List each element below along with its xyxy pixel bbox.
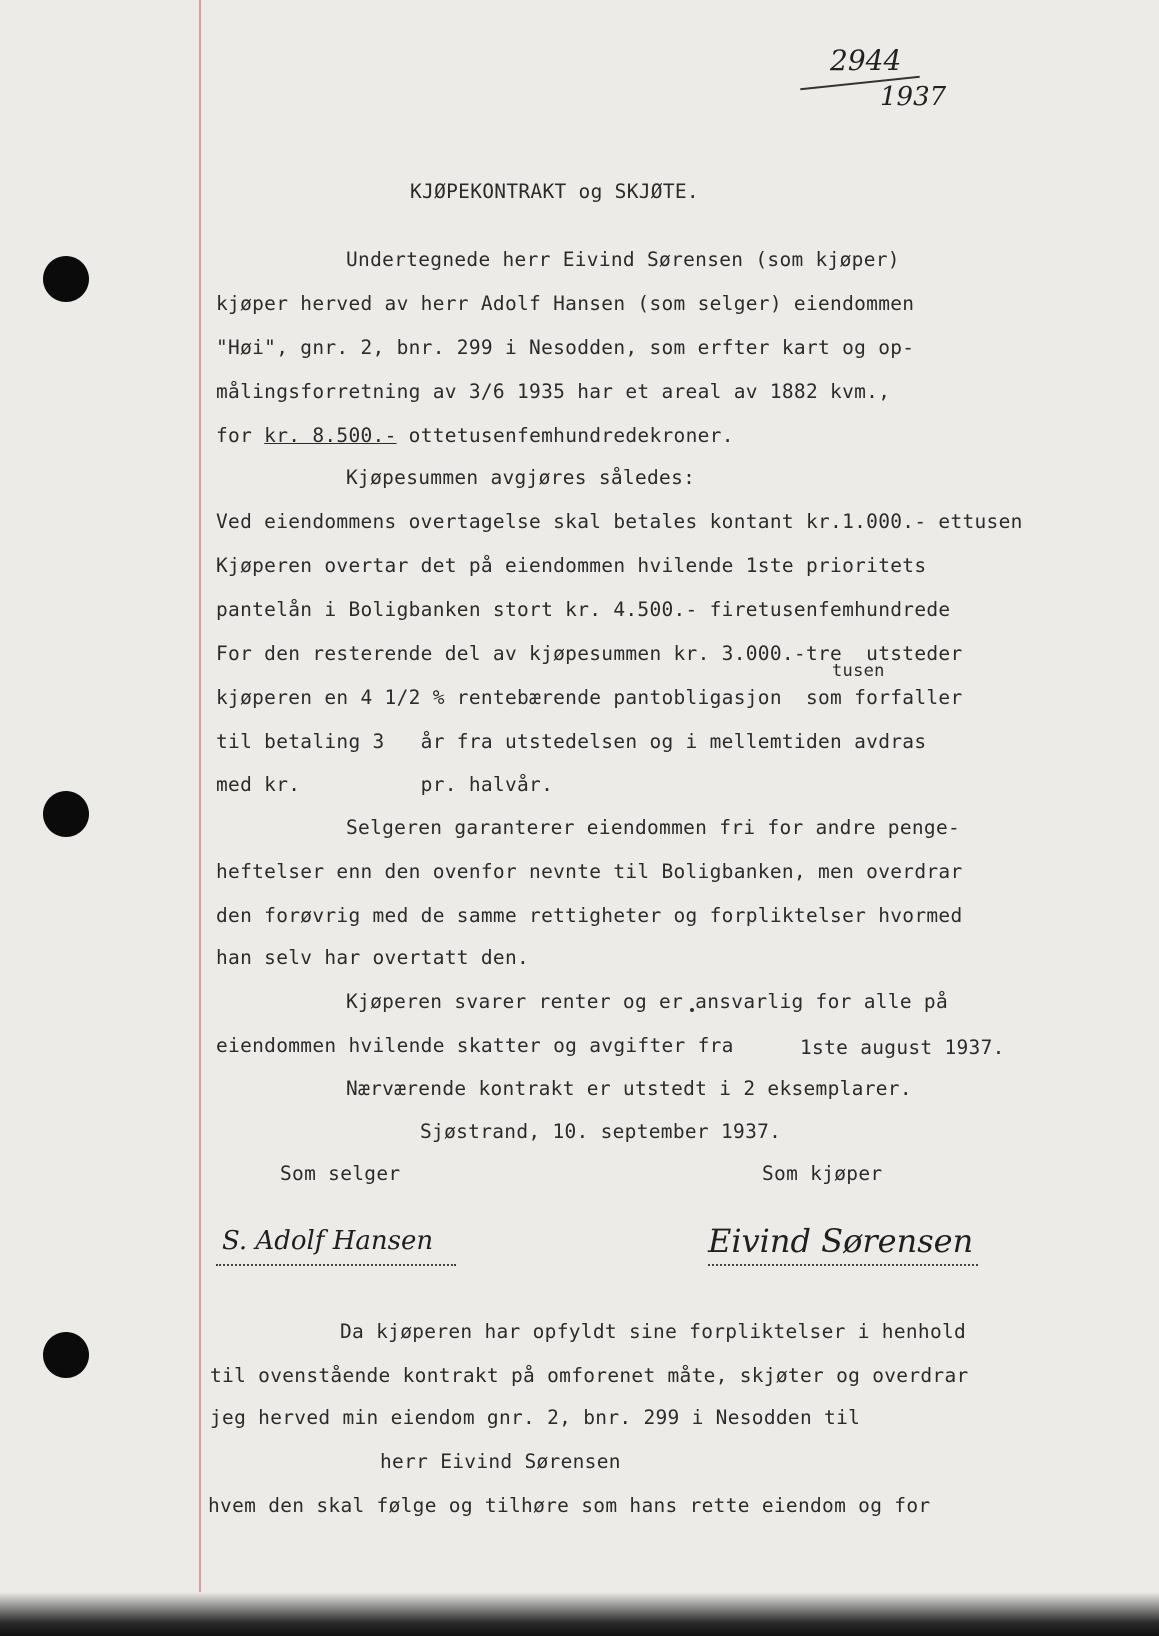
buyer-signature: Eivind Sørensen [708,1222,974,1260]
archive-number: 2944 [830,44,902,77]
punch-hole [43,1332,89,1378]
text-line: eiendommen hvilende skatter og avgifter fra [216,1034,734,1057]
text-line: til betaling 3 år fra utstedelsen og i mellemtiden avdras [216,730,927,753]
text-line: herr Eivind Sørensen [380,1450,621,1473]
text-line: Ved eiendommens overtagelse skal betales kontant kr.1.000.- ettusen [216,510,1023,533]
tusen-insert: tusen [832,661,885,681]
text-line: kjøper herved av herr Adolf Hansen (som selger) eiendommen [216,292,915,315]
buyer-signature-line [708,1264,978,1266]
text-line: Selgeren garanterer eiendommen fri for andre penge- [346,816,961,839]
text-line: Undertegnede herr Eivind Sørensen (som kjøper) [346,248,900,271]
price-line [216,426,734,446]
text-line: hvem den skal følge og tilhøre som hans rette eiendom og for [208,1494,931,1517]
buyer-label: Som kjøper [762,1162,883,1185]
text-line: "Høi", gnr. 2, bnr. 299 i Nesodden, som erfter kart og op- [216,336,915,359]
text-line: Kjøpesummen avgjøres således: [346,466,696,489]
punch-hole [43,791,89,837]
text-line: Kjøperen svarer renter og er ansvarlig for alle på [346,990,948,1013]
seller-signature-line [216,1264,456,1266]
place-date: Sjøstrand, 10. september 1937. [420,1120,782,1143]
date-insert: 1ste august 1937. [800,1036,1005,1059]
seller-signature: S. Adolf Hansen [222,1226,434,1256]
price-words: ottetusenfemhundredekroner. [408,424,734,447]
text-line: med kr. pr. halvår. [216,773,554,796]
text-line: Nærværende kontrakt er utstedt i 2 eksemplarer. [346,1077,912,1100]
text-line: heftelser enn den ovenfor nevnte til Boligbanken, men overdrar [216,860,963,883]
archive-year: 1937 [880,82,947,112]
margin-line [199,0,201,1636]
document-title: KJØPEKONTRAKT og SKJØTE. [410,180,699,203]
text-line: jeg herved min eiendom gnr. 2, bnr. 299 i Nesodden til [210,1406,861,1429]
seller-label: Som selger [280,1162,401,1185]
text-line: den forøvrig med de samme rettigheter og forpliktelser hvormed [216,904,963,927]
text-line: målingsforretning av 3/6 1935 har et areal av 1882 kvm., [216,380,891,403]
text-line: For den resterende del av kjøpesummen kr. 3.000.-tre utsteder [216,642,963,665]
price-prefix: for [216,424,253,447]
text-line: til ovenstående kontrakt på omforenet måte, skjøter og overdrar [210,1364,969,1387]
text-line: Kjøperen overtar det på eiendommen hvilende 1ste prioritets [216,554,927,577]
text-line: kjøperen en 4 1/2 % rentebærende pantobligasjon som forfaller [216,686,963,709]
text-line: han selv har overtatt den. [216,946,530,969]
price-amount: kr. 8.500.- [264,424,397,447]
text-line: Da kjøperen har opfyldt sine forpliktelser i henhold [340,1320,967,1343]
text-line: pantelån i Boligbanken stort kr. 4.500.- firetusenfemhundrede [216,598,951,621]
punch-hole [43,256,89,302]
